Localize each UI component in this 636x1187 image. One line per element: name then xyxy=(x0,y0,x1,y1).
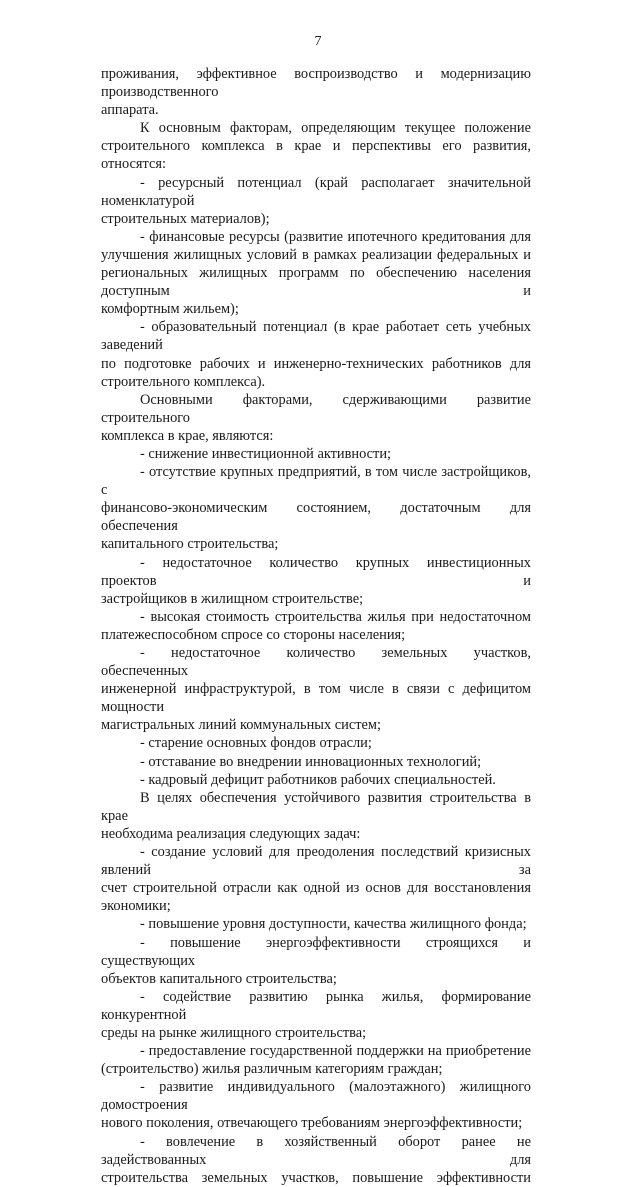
text-line: проживания, эффективное воспроизводство и модернизацию производственного xyxy=(101,66,531,101)
text-line: (строительство) жилья различным категориям граждан; xyxy=(101,1061,443,1078)
text-line: - создание условий для преодоления последствий кризисных явлений за xyxy=(101,844,531,879)
text-line: необходима реализация следующих задач: xyxy=(101,825,361,842)
text-line: аппарата. xyxy=(101,102,159,119)
text-line: нового поколения, отвечающего требованиям энергоэффективности; xyxy=(101,1115,523,1132)
text-line: региональных жилищных программ по обеспечению населения доступным и xyxy=(101,265,531,300)
text-line: застройщиков в жилищном строительстве; xyxy=(101,590,364,607)
text-line: - старение основных фондов отрасли; xyxy=(140,735,372,752)
text-line: финансово-экономическим состоянием, достаточным для обеспечения xyxy=(101,500,531,535)
text-line: по подготовке рабочих и инженерно-технических работников для xyxy=(101,355,531,372)
text-line: - повышение энергоэффективности строящихся и существующих xyxy=(101,934,531,969)
text-line: - ресурсный потенциал (край располагает значительной номенклатурой xyxy=(101,174,531,209)
text-line: строительного комплекса). xyxy=(101,373,266,390)
text-line: строительных материалов); xyxy=(101,210,270,227)
text-line: среды на рынке жилищного строительства; xyxy=(101,1024,367,1041)
text-line: капитального строительства; xyxy=(101,536,279,553)
text-line: объектов капитального строительства; xyxy=(101,970,337,987)
text-line: - повышение уровня доступности, качества жилищного фонда; xyxy=(140,916,527,933)
text-line: - содействие развитию рынка жилья, формирование конкурентной xyxy=(101,988,531,1023)
text-line: комплекса в крае, являются: xyxy=(101,427,274,444)
text-line: Основными факторами, сдерживающими развитие строительного xyxy=(101,391,531,426)
text-line: экономики; xyxy=(101,898,171,915)
text-line: инженерной инфраструктурой, в том числе в связи с дефицитом мощности xyxy=(101,681,531,716)
text-line: - отставание во внедрении инновационных технологий; xyxy=(140,753,482,770)
text-line: - финансовые ресурсы (развитие ипотечного кредитования для xyxy=(140,228,531,245)
text-line: - кадровый дефицит работников рабочих специальностей. xyxy=(140,771,496,788)
text-line: - высокая стоимость строительства жилья при недостаточном xyxy=(140,608,531,625)
text-line: К основным факторам, определяющим текущее положение xyxy=(140,120,531,137)
page-number: 7 xyxy=(314,34,322,49)
text-line: - развитие индивидуального (малоэтажного) жилищного домостроения xyxy=(101,1079,531,1114)
text-line: счет строительной отрасли как одной из основ для восстановления xyxy=(101,880,531,897)
text-line: комфортным жильем); xyxy=(101,301,239,318)
text-line: - вовлечение в хозяйственный оборот ранее не задействованных для xyxy=(101,1133,531,1168)
document-body xyxy=(101,65,531,1187)
text-line: - отсутствие крупных предприятий, в том числе застройщиков, с xyxy=(101,464,531,499)
text-line: - недостаточное количество крупных инвестиционных проектов и xyxy=(101,554,531,589)
text-line: строительного комплекса в крае и перспективы его развития, относятся: xyxy=(101,138,531,173)
text-line: магистральных линий коммунальных систем; xyxy=(101,717,382,734)
text-line: - недостаточное количество земельных участков, обеспеченных xyxy=(101,645,531,680)
text-line: платежеспособном спросе со стороны населения; xyxy=(101,626,406,643)
text-line: улучшения жилищных условий в рамках реализации федеральных и xyxy=(101,246,531,263)
text-line: строительства земельных участков, повышение эффективности xyxy=(101,1169,531,1186)
text-line: - снижение инвестиционной активности; xyxy=(140,445,392,462)
text-line: - образовательный потенциал (в крае работает сеть учебных заведений xyxy=(101,319,531,354)
text-line: - предоставление государственной поддержки на приобретение xyxy=(140,1043,531,1060)
text-line: В целях обеспечения устойчивого развития строительства в крае xyxy=(101,789,531,824)
